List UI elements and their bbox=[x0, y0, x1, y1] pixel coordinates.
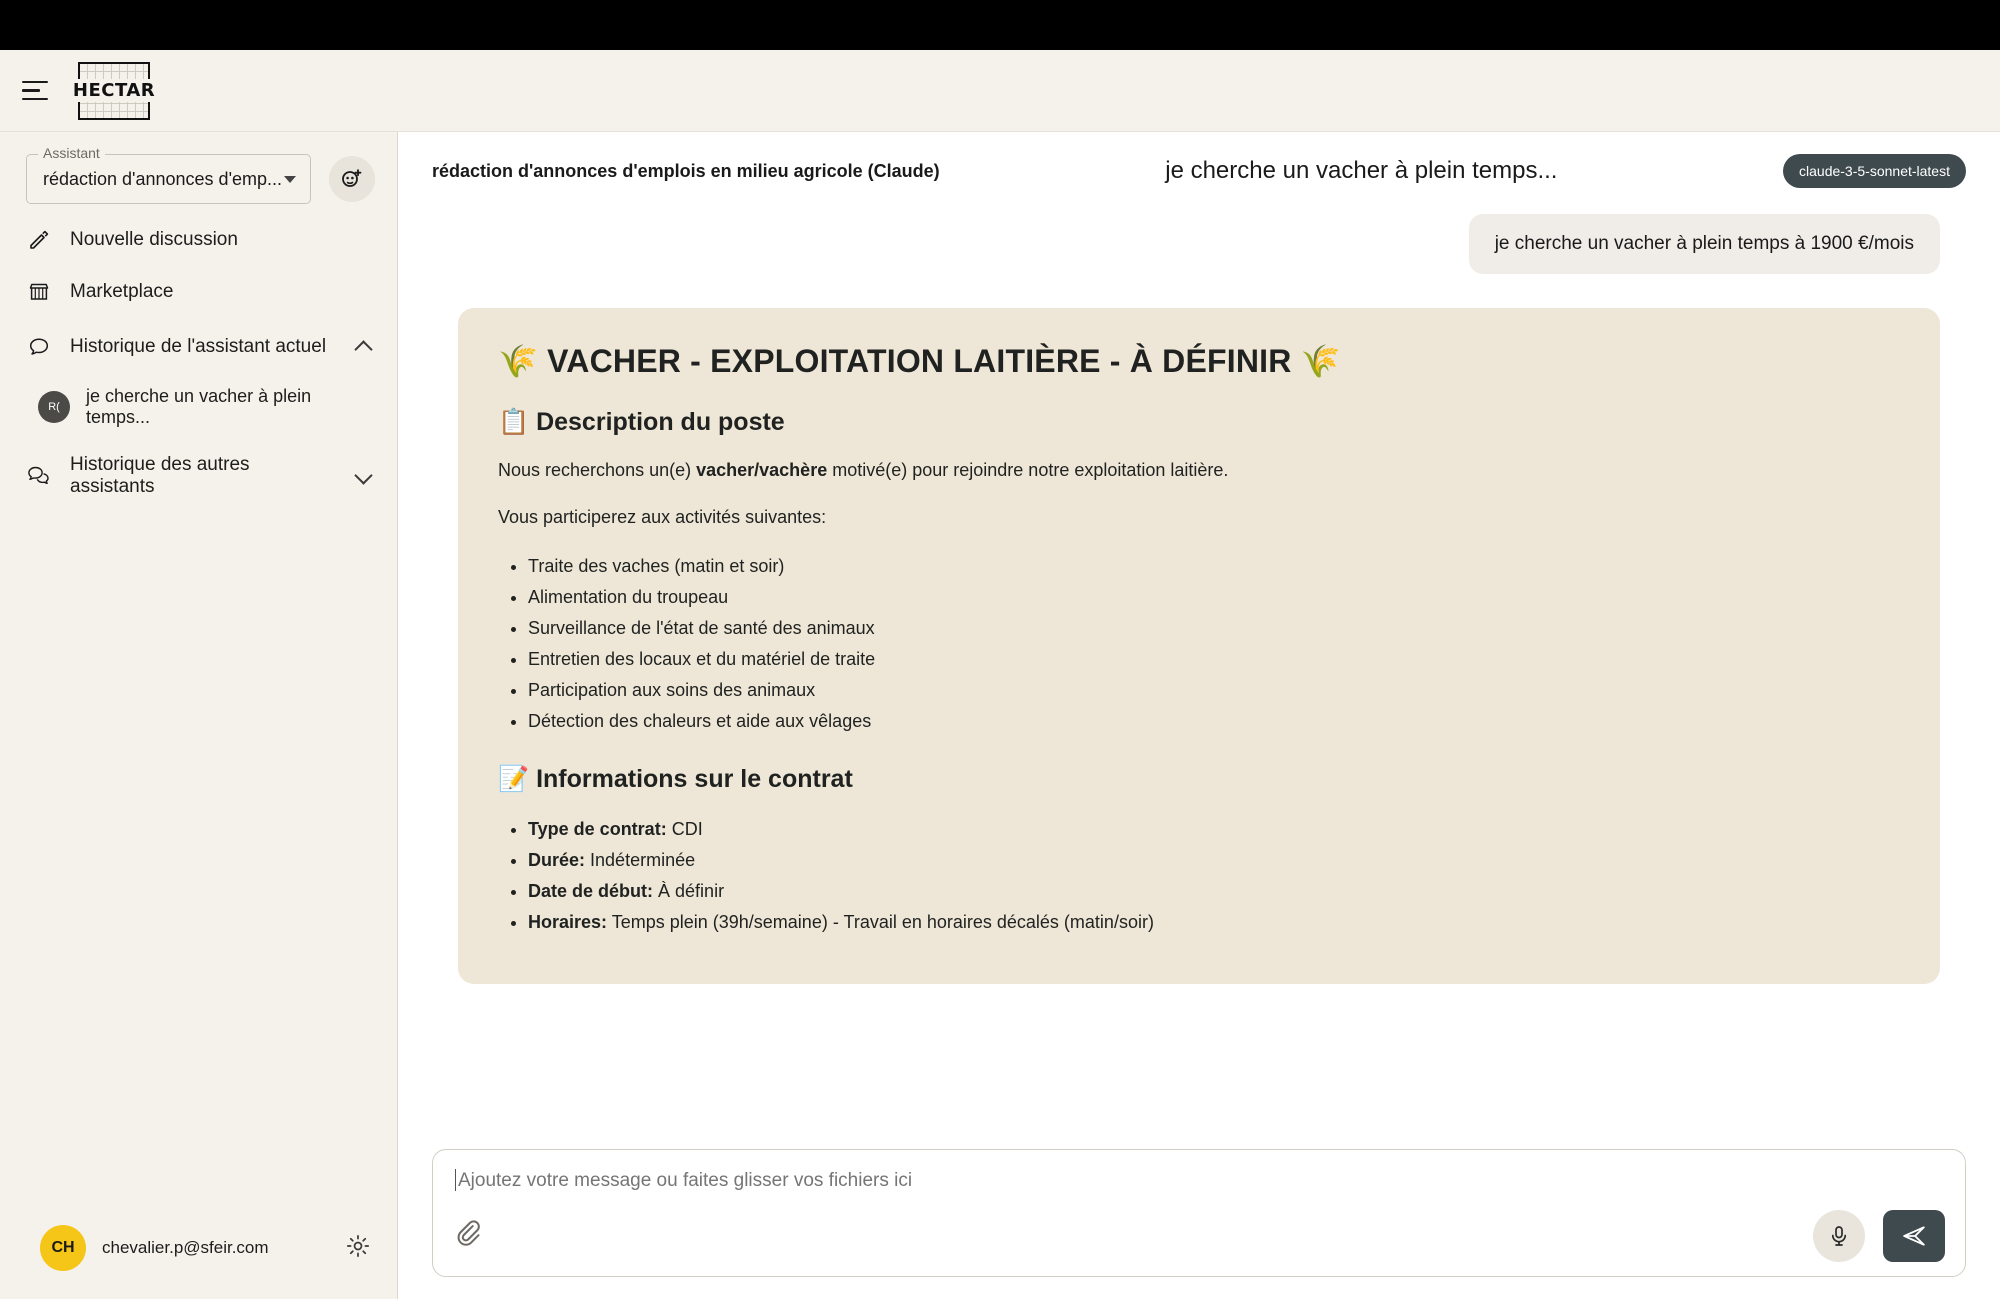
activities-list bbox=[528, 551, 1900, 737]
job-offer-title: 🌾 VACHER - EXPLOITATION LAITIÈRE - À DÉFINIR 🌾 bbox=[498, 343, 1341, 379]
assistant-selector-row bbox=[0, 132, 397, 214]
section-title-description: 📋 Description du poste bbox=[498, 408, 785, 436]
list-item bbox=[528, 907, 1900, 938]
hectar-logo bbox=[72, 62, 156, 120]
chats-icon bbox=[26, 463, 52, 489]
paperclip-icon[interactable] bbox=[455, 1219, 485, 1254]
message-list bbox=[398, 196, 2000, 1139]
assistant-message bbox=[458, 308, 1940, 984]
sidebar-item-label: Nouvelle discussion bbox=[70, 229, 238, 250]
contract-value: CDI bbox=[671, 818, 703, 839]
window-top-bar bbox=[0, 0, 2000, 50]
app-header bbox=[0, 50, 2000, 132]
sidebar bbox=[0, 132, 398, 1299]
user-email: chevalier.p@sfeir.com bbox=[102, 1238, 269, 1257]
robot-plus-icon bbox=[340, 167, 364, 191]
composer bbox=[432, 1149, 1966, 1277]
logo-text: HECTAR bbox=[72, 80, 156, 101]
send-icon bbox=[1901, 1223, 1927, 1249]
contract-value: À définir bbox=[658, 880, 725, 901]
sidebar-section-current-assistant-history[interactable] bbox=[0, 318, 397, 376]
assistant-select-wrap bbox=[26, 145, 311, 204]
chevron-down-icon bbox=[355, 468, 371, 484]
list-item: • Surveillance de l'état de santé des animaux bbox=[528, 613, 1900, 644]
description-suffix: motivé(e) pour rejoindre notre exploitation laitière. bbox=[827, 460, 1229, 480]
contract-label: Date de début: bbox=[528, 880, 654, 901]
model-badge: claude-3-5-sonnet-latest bbox=[1783, 154, 1966, 188]
list-item[interactable] bbox=[0, 376, 397, 438]
page-title: je cherche un vacher à plein temps... bbox=[1165, 157, 1558, 184]
composer-toolbar bbox=[455, 1210, 1945, 1262]
sidebar-section-other-assistants-history[interactable] bbox=[0, 438, 397, 514]
list-item: • Traite des vaches (matin et soir) bbox=[528, 551, 1900, 582]
list-item bbox=[528, 876, 1900, 907]
user-message: je cherche un vacher à plein temps à 1900 €/mois bbox=[1469, 214, 1940, 274]
sidebar-item-new-discussion[interactable] bbox=[0, 214, 397, 266]
contract-label: Horaires: bbox=[528, 911, 608, 932]
contract-list bbox=[528, 814, 1900, 938]
sidebar-item-marketplace[interactable] bbox=[0, 266, 397, 318]
assistant-select[interactable] bbox=[26, 154, 311, 204]
message-input[interactable] bbox=[456, 1168, 1945, 1192]
list-item bbox=[528, 845, 1900, 876]
gear-icon[interactable] bbox=[345, 1233, 371, 1264]
avatar: CH bbox=[40, 1225, 86, 1271]
sidebar-section-label: Historique des autres assistants bbox=[70, 454, 250, 497]
contract-value: Indéterminée bbox=[590, 849, 696, 870]
contract-label: Durée: bbox=[528, 849, 586, 870]
collapse-menu-icon[interactable] bbox=[22, 76, 52, 106]
history-item-label: je cherche un vacher à plein temps... bbox=[86, 386, 312, 427]
main-panel bbox=[398, 132, 2000, 1299]
list-item: • Détection des chaleurs et aide aux vêlages bbox=[528, 706, 1900, 737]
section-title-contract: 📝 Informations sur le contrat bbox=[498, 764, 853, 793]
assistant-select-value: rédaction d'annonces d'emp... bbox=[43, 168, 283, 189]
conversation-header bbox=[398, 132, 2000, 196]
microphone-icon bbox=[1827, 1224, 1851, 1248]
contract-label: Type de contrat: bbox=[528, 818, 667, 839]
user-message-row bbox=[458, 214, 1940, 274]
list-item: • Alimentation du troupeau bbox=[528, 582, 1900, 613]
assistant-select-label: Assistant bbox=[38, 145, 105, 161]
chevron-up-icon bbox=[355, 339, 371, 355]
composer-area bbox=[398, 1139, 2000, 1299]
contract-value: Temps plein (39h/semaine) - Travail en horaires décalés (matin/soir) bbox=[611, 911, 1154, 932]
composer-actions bbox=[1813, 1210, 1945, 1262]
assistant-name: rédaction d'annonces d'emplois en milieu agricole (Claude) bbox=[432, 160, 940, 181]
compose-icon bbox=[26, 227, 52, 253]
description-paragraph bbox=[498, 457, 1900, 484]
description-prefix: Nous recherchons un(e) bbox=[498, 460, 697, 480]
send-button[interactable] bbox=[1883, 1210, 1945, 1262]
sidebar-section-label: Historique de l'assistant actuel bbox=[70, 336, 327, 357]
list-item: • Entretien des locaux et du matériel de traite bbox=[528, 644, 1900, 675]
chevron-down-icon bbox=[284, 176, 296, 183]
list-item: • Participation aux soins des animaux bbox=[528, 675, 1900, 706]
activities-intro: Vous participerez aux activités suivantes: bbox=[498, 507, 827, 527]
list-item bbox=[528, 814, 1900, 845]
microphone-button[interactable] bbox=[1813, 1210, 1865, 1262]
description-bold: vacher/vachère bbox=[696, 460, 828, 480]
add-assistant-button[interactable] bbox=[329, 156, 375, 202]
sidebar-footer bbox=[0, 1205, 397, 1299]
chat-bubble-icon bbox=[26, 334, 52, 360]
store-icon bbox=[26, 279, 52, 305]
sidebar-item-label: Marketplace bbox=[70, 281, 174, 302]
avatar: R( bbox=[38, 391, 70, 423]
